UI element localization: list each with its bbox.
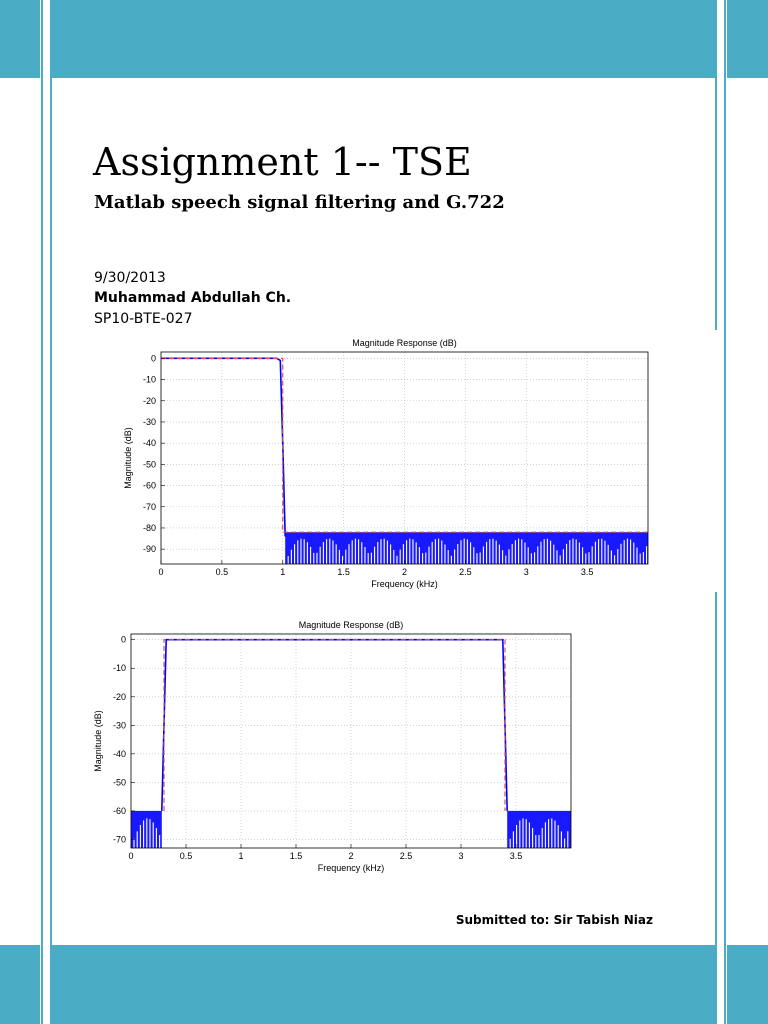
x-tick-label: 1.5 [289, 851, 303, 861]
x-tick-label: 2 [348, 851, 354, 861]
bandpass-magnitude-chart [85, 615, 585, 877]
y-tick-label: -70 [142, 501, 156, 512]
document-title: Assignment 1-- TSE [93, 140, 472, 184]
y-tick-label: -60 [112, 805, 126, 816]
footer-band [727, 945, 768, 1024]
y-tick-label: -20 [112, 691, 126, 702]
y-tick-label: 0 [120, 634, 126, 645]
x-tick-label: 0.5 [215, 567, 229, 577]
x-tick-label: 3.5 [509, 851, 523, 861]
y-tick-label: -30 [142, 416, 156, 427]
header-band [727, 0, 768, 78]
chart-title: Magnitude Response (dB) [352, 338, 457, 348]
frame-line [715, 592, 717, 1024]
document-date: 9/30/2013 [94, 270, 166, 286]
x-axis-label: Frequency (kHz) [317, 863, 385, 873]
x-tick-label: 2 [401, 567, 408, 577]
y-tick-label: -10 [142, 374, 156, 385]
y-tick-label: -90 [142, 544, 156, 555]
y-tick-label: -60 [142, 480, 156, 491]
x-tick-label: 1.5 [337, 567, 350, 577]
x-axis-label: Frequency (kHz) [371, 579, 438, 589]
y-tick-label: -50 [142, 459, 156, 470]
y-tick-label: -80 [142, 522, 156, 533]
y-tick-label: -70 [112, 834, 126, 845]
y-tick-label: -40 [142, 438, 156, 449]
y-tick-label: -40 [112, 748, 126, 759]
x-tick-label: 3.5 [580, 567, 594, 577]
x-tick-label: 0 [128, 851, 134, 861]
frame-line [50, 0, 52, 1024]
x-tick-label: 2.5 [459, 567, 472, 577]
y-tick-label: -10 [112, 663, 126, 674]
y-axis-label: Magnitude (dB) [123, 427, 133, 489]
frame-line [41, 0, 43, 1024]
y-tick-label: -30 [112, 720, 126, 731]
x-tick-label: 2.5 [399, 851, 413, 861]
lowpass-magnitude-chart [110, 332, 660, 594]
x-tick-label: 1 [238, 851, 244, 861]
y-axis-label: Magnitude (dB) [93, 710, 103, 772]
y-tick-label: 0 [150, 353, 156, 364]
y-tick-label: -50 [112, 777, 126, 788]
document-subtitle: Matlab speech signal filtering and G.722 [94, 192, 505, 213]
author-name: Muhammad Abdullah Ch. [94, 290, 292, 306]
x-tick-label: 3 [523, 567, 529, 577]
x-tick-label: 0 [158, 567, 164, 577]
x-tick-label: 0.5 [179, 851, 193, 861]
y-tick-label: -20 [142, 395, 156, 406]
footer-band [52, 945, 716, 1024]
header-band [0, 0, 40, 78]
submitted-to: Submitted to: Sir Tabish Niaz [455, 913, 653, 927]
header-band [52, 0, 716, 78]
x-tick-label: 3 [458, 851, 464, 861]
x-tick-label: 1 [280, 567, 286, 577]
footer-band [0, 945, 40, 1024]
frame-line [715, 0, 717, 330]
frame-line [724, 0, 726, 1024]
registration-number: SP10-BTE-027 [94, 311, 193, 327]
chart-title: Magnitude Response (dB) [298, 620, 404, 630]
